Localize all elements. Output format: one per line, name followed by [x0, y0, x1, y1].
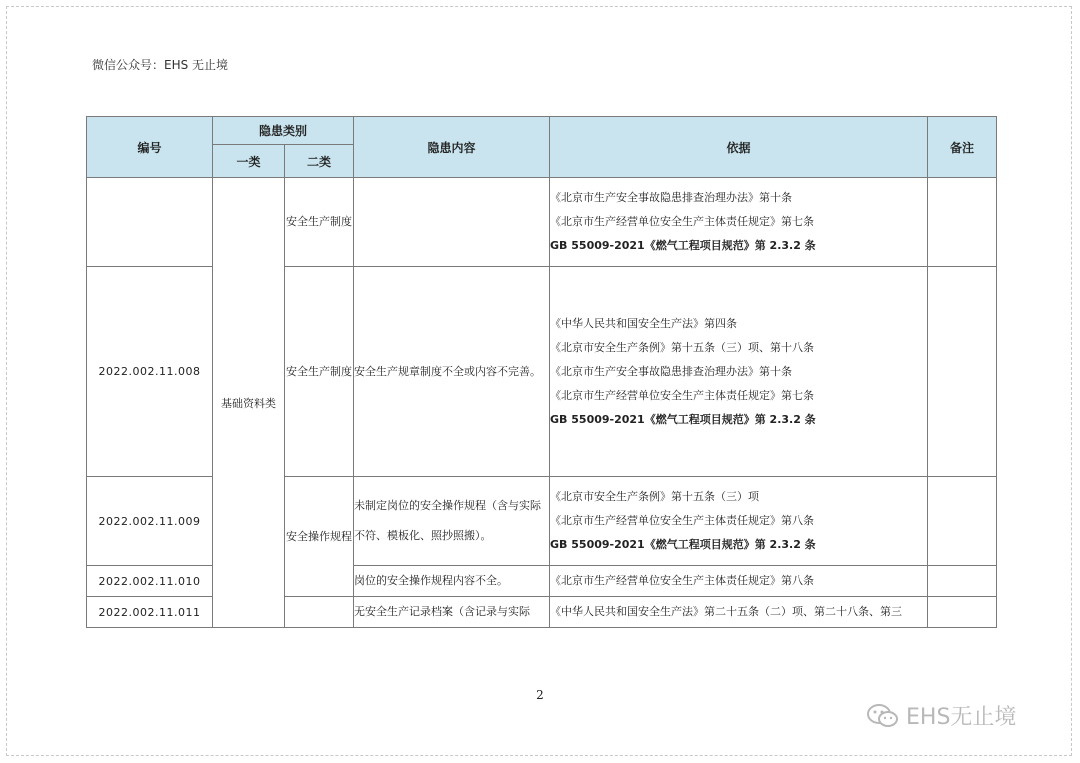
wechat-icon	[866, 703, 900, 729]
watermark-text: EHS无止境	[906, 705, 1017, 730]
content-cell	[354, 178, 550, 267]
content-cell: 岗位的安全操作规程内容不全。	[354, 566, 550, 597]
category2-cell	[285, 597, 354, 628]
header-category-group: 隐患类别	[213, 117, 354, 145]
content-cell: 未制定岗位的安全操作规程（含与实际不符、模板化、照抄照搬）。	[354, 477, 550, 566]
basis-line: 《中华人民共和国安全生产法》第四条	[550, 316, 738, 330]
basis-cell	[550, 178, 928, 267]
basis-line: 《北京市安全生产条例》第十五条（三）项、第十八条	[550, 340, 815, 354]
header-category2: 二类	[285, 145, 354, 178]
category2-cell: 安全生产制度	[285, 178, 354, 267]
row-number	[87, 178, 213, 267]
basis-line: GB 55009-2021《燃气工程项目规范》第 2.3.2 条	[550, 538, 816, 551]
basis-line: 《北京市生产经营单位安全生产主体责任规定》第八条	[550, 574, 815, 587]
remark-cell	[928, 597, 997, 628]
content-cell: 安全生产规章制度不全或内容不完善。	[354, 267, 550, 477]
watermark	[866, 700, 1016, 731]
table-row	[87, 178, 997, 267]
header-text: 微信公众号：EHS 无止境	[92, 58, 229, 72]
basis-line: GB 55009-2021《燃气工程项目规范》第 2.3.2 条	[550, 239, 816, 252]
remark-cell	[928, 566, 997, 597]
basis-line: 《北京市生产安全事故隐患排查治理办法》第十条	[550, 364, 793, 378]
basis-cell	[550, 566, 928, 597]
basis-line: 《北京市安全生产条例》第十五条（三）项	[550, 490, 760, 503]
header-content: 隐患内容	[354, 117, 550, 178]
header-number: 编号	[87, 117, 213, 178]
remark-cell	[928, 477, 997, 566]
basis-line: 《中华人民共和国安全生产法》第二十五条（二）项、第二十八条、第三	[550, 605, 903, 618]
header-category1: 一类	[213, 145, 285, 178]
hazard-table	[86, 116, 997, 628]
remark-cell	[928, 267, 997, 477]
header-basis: 依据	[550, 117, 928, 178]
row-number: 2022.002.11.009	[87, 477, 213, 566]
basis-line: 《北京市生产安全事故隐患排查治理办法》第十条	[550, 191, 793, 204]
category2-cell: 安全生产制度	[285, 267, 354, 477]
category1-cell: 基础资料类	[213, 178, 285, 628]
row-number: 2022.002.11.010	[87, 566, 213, 597]
content-cell: 无安全生产记录档案（含记录与实际	[354, 597, 550, 628]
basis-line: 《北京市生产经营单位安全生产主体责任规定》第七条	[550, 215, 815, 228]
page-number: 2	[536, 688, 544, 702]
row-number: 2022.002.11.011	[87, 597, 213, 628]
row-number: 2022.002.11.008	[87, 267, 213, 477]
basis-cell	[550, 267, 928, 477]
header-remark: 备注	[928, 117, 997, 178]
basis-line: 《北京市生产经营单位安全生产主体责任规定》第七条	[550, 388, 815, 402]
basis-line: 《北京市生产经营单位安全生产主体责任规定》第八条	[550, 514, 815, 527]
basis-cell	[550, 477, 928, 566]
category2-cell: 安全操作规程	[285, 477, 354, 597]
basis-cell	[550, 597, 928, 628]
basis-line: GB 55009-2021《燃气工程项目规范》第 2.3.2 条	[550, 412, 816, 426]
remark-cell	[928, 178, 997, 267]
